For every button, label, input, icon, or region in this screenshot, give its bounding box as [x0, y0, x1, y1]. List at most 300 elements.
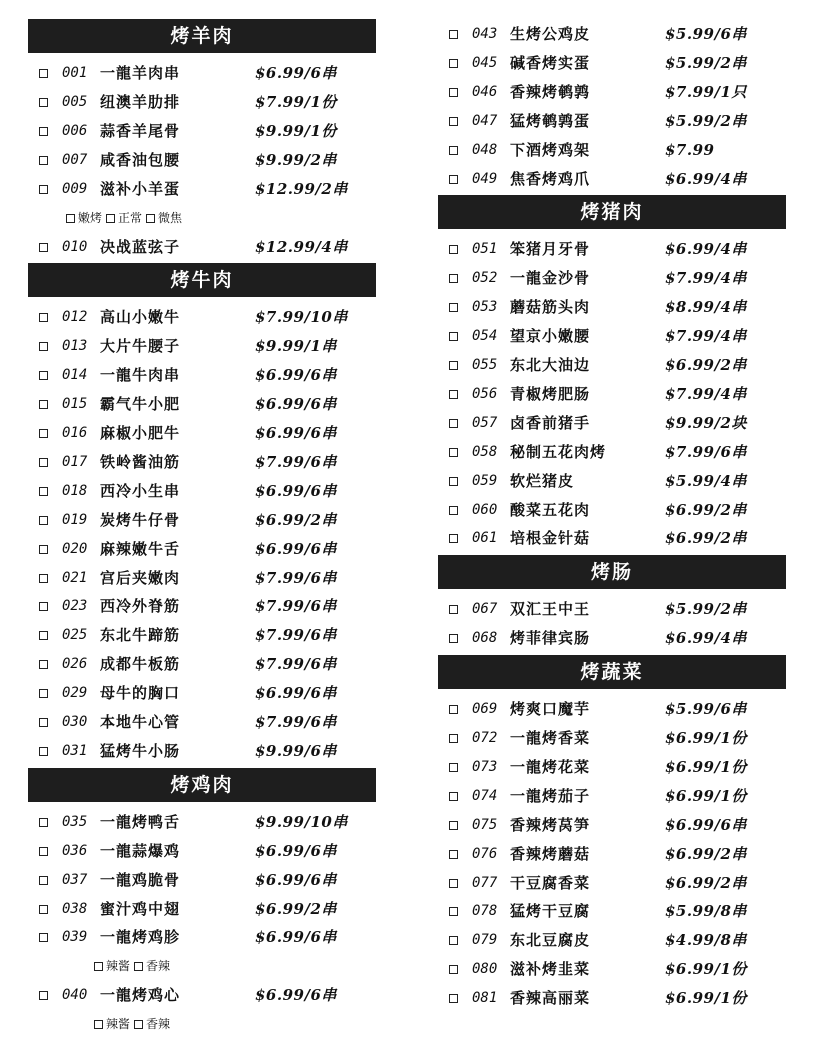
menu-item-row: [438, 380, 786, 409]
menu-item-row: [438, 264, 786, 293]
item-code: 052: [472, 270, 498, 287]
menu-item-row: [438, 782, 786, 811]
option-choice: [66, 206, 102, 230]
item-name: 一龍烤香菜: [510, 729, 591, 747]
item-code: 057: [472, 414, 498, 431]
item-checkbox[interactable]: [449, 303, 458, 312]
item-checkbox[interactable]: [449, 994, 458, 1003]
item-checkbox[interactable]: [39, 689, 48, 698]
menu-item-row: [438, 984, 786, 1013]
menu-item-row: [438, 926, 786, 955]
item-name: 软烂猪皮: [510, 471, 575, 490]
item-name: 一龍烤茄子: [510, 786, 591, 805]
item-checkbox[interactable]: [39, 487, 48, 496]
item-price: $5.99/2串: [665, 111, 747, 130]
item-name: 烤爽口魔芋: [510, 700, 591, 719]
menu-item-row: [438, 322, 786, 351]
item-code: 074: [472, 787, 498, 804]
item-checkbox[interactable]: [39, 847, 48, 856]
item-price: $5.99/4串: [665, 471, 747, 490]
menu-item-row: [438, 293, 786, 322]
item-name: 碱香烤实蛋: [510, 53, 591, 72]
item-name: 蒜香羊尾骨: [100, 121, 181, 140]
item-price: $7.99/1份: [255, 92, 337, 111]
section-header: 烤猪肉: [438, 195, 786, 229]
item-code: 013: [62, 338, 88, 355]
menu-item-row: [28, 303, 376, 332]
item-name: 下酒烤鸡架: [510, 140, 591, 159]
item-price: $5.99/6串: [665, 25, 747, 43]
item-checkbox[interactable]: [39, 818, 48, 827]
section-header: 烤鸡肉: [28, 768, 376, 802]
item-price: $6.99/6串: [255, 539, 337, 558]
item-checkbox[interactable]: [39, 156, 48, 165]
item-checkbox[interactable]: [39, 185, 48, 194]
item-price: $12.99/4串: [255, 237, 348, 256]
item-price: $12.99/2串: [255, 179, 348, 198]
menu-item-row: [28, 332, 376, 361]
item-price: $7.99/6串: [255, 568, 337, 587]
item-checkbox[interactable]: [39, 747, 48, 756]
item-price: $7.99/6串: [255, 452, 337, 471]
item-price: $7.99/1只: [665, 82, 747, 101]
item-checkbox[interactable]: [449, 634, 458, 643]
item-name: 霸气牛小肥: [100, 395, 181, 414]
item-price: $7.99/6串: [255, 713, 337, 731]
item-name: 纽澳羊肋排: [100, 92, 181, 111]
item-code: 005: [62, 93, 88, 110]
item-checkbox[interactable]: [449, 332, 458, 341]
menu-item-row: [28, 233, 376, 262]
item-checkbox[interactable]: [449, 534, 458, 543]
menu-item-row: [28, 419, 376, 448]
item-code: 076: [472, 845, 498, 862]
item-name: 香辣烤莴笋: [510, 815, 591, 834]
menu-item-row: [438, 595, 786, 624]
item-code: 081: [472, 990, 498, 1007]
menu-item-row: [28, 88, 376, 117]
menu-item-row: [28, 175, 376, 204]
item-price: $6.99/2串: [665, 356, 747, 374]
item-checkbox[interactable]: [449, 59, 458, 68]
menu-item-row: [438, 20, 786, 49]
item-code: 037: [62, 871, 88, 888]
menu-item-row: [438, 78, 786, 107]
item-code: 015: [62, 396, 88, 413]
item-code: 079: [472, 932, 498, 949]
item-name: 本地牛心管: [100, 713, 181, 731]
item-name: 麻椒小肥牛: [100, 424, 181, 442]
item-price: $5.99/8串: [665, 902, 747, 921]
item-price: $6.99/2串: [665, 500, 747, 519]
item-checkbox[interactable]: [39, 516, 48, 525]
item-code: 017: [62, 453, 88, 470]
item-code: 045: [472, 54, 498, 71]
item-name: 西冷外脊筋: [100, 597, 181, 616]
item-checkbox[interactable]: [39, 98, 48, 107]
option-checkbox[interactable]: [94, 1020, 103, 1029]
menu-item-row: [28, 650, 376, 679]
item-price: $6.99/6串: [255, 395, 337, 414]
item-checkbox[interactable]: [449, 965, 458, 974]
item-name: 西冷小生串: [100, 481, 181, 500]
item-code: 047: [472, 112, 498, 129]
item-name: 一龍烤鸡胗: [100, 928, 181, 947]
item-price: $6.99/4串: [665, 240, 747, 259]
menu-item-row: [438, 840, 786, 869]
item-price: $7.99/6串: [255, 655, 337, 674]
menu-item-row: [438, 624, 786, 653]
menu-item-row: [438, 869, 786, 898]
item-name: 卤香前猪手: [510, 413, 591, 432]
item-name: 一龍金沙骨: [510, 269, 591, 288]
item-checkbox[interactable]: [449, 175, 458, 184]
item-price: $6.99/2串: [665, 873, 747, 892]
item-price: $6.99/1份: [665, 960, 747, 979]
item-name: 猛烤干豆腐: [510, 902, 591, 921]
option-choice: [94, 1012, 130, 1036]
item-checkbox[interactable]: [449, 792, 458, 801]
item-price: $7.99/6串: [665, 442, 747, 461]
option-checkbox[interactable]: [106, 214, 115, 223]
item-price: $6.99/4串: [665, 169, 747, 188]
item-checkbox[interactable]: [449, 477, 458, 486]
item-checkbox[interactable]: [39, 545, 48, 554]
item-code: 010: [62, 238, 88, 255]
item-price: $5.99/6串: [665, 700, 747, 719]
menu-item-row: [438, 235, 786, 264]
menu-item-row: [438, 467, 786, 496]
item-code: 068: [472, 630, 498, 647]
item-name: 咸香油包腰: [100, 150, 181, 169]
item-checkbox[interactable]: [39, 400, 48, 409]
item-name: 生烤公鸡皮: [510, 25, 591, 43]
item-name: 双汇王中王: [510, 600, 591, 619]
item-checkbox[interactable]: [39, 876, 48, 885]
menu-item-row: [438, 107, 786, 136]
item-checkbox[interactable]: [449, 146, 458, 155]
item-code: 078: [472, 903, 498, 920]
item-price: $7.99/4串: [665, 327, 747, 346]
option-label: 辣酱: [106, 1017, 131, 1032]
item-name: 香辣烤鹌鹑: [510, 82, 591, 101]
item-price: $6.99/6串: [255, 366, 337, 385]
item-checkbox[interactable]: [449, 763, 458, 772]
menu-item-row: [28, 592, 376, 621]
item-name: 一龍烤鸡心: [100, 986, 181, 1005]
section-header: 烤肠: [438, 555, 786, 589]
item-name: 酸菜五花肉: [510, 500, 591, 519]
item-name: 干豆腐香菜: [510, 873, 591, 892]
item-code: 019: [62, 511, 88, 528]
menu-item-row: [438, 897, 786, 926]
item-name: 大片牛腰子: [100, 337, 181, 356]
item-code: 048: [472, 141, 498, 158]
item-code: 040: [62, 987, 88, 1004]
item-name: 滋补烤韭菜: [510, 960, 591, 979]
item-code: 077: [472, 874, 498, 891]
item-name: 青椒烤肥肠: [510, 384, 591, 403]
item-name: 香辣烤蘑菇: [510, 844, 591, 863]
item-price: $9.99/10串: [255, 812, 348, 831]
menu-item-row: [28, 737, 376, 766]
item-code: 036: [62, 842, 88, 859]
item-price: $6.99/6串: [255, 928, 337, 947]
menu-item-row: [438, 165, 786, 194]
item-name: 母牛的胸口: [100, 684, 181, 703]
item-price: $6.99/1份: [665, 989, 747, 1008]
item-code: 060: [472, 501, 498, 518]
option-choice: [94, 954, 130, 978]
item-checkbox[interactable]: [39, 602, 48, 611]
item-checkbox[interactable]: [39, 371, 48, 380]
item-checkbox[interactable]: [449, 705, 458, 714]
item-code: 049: [472, 170, 498, 187]
item-checkbox[interactable]: [449, 850, 458, 859]
menu-item-row: [438, 695, 786, 724]
item-checkbox[interactable]: [39, 429, 48, 438]
item-price: $5.99/2串: [665, 600, 747, 619]
option-checkbox[interactable]: [134, 962, 143, 971]
item-code: 007: [62, 151, 88, 168]
item-code: 056: [472, 385, 498, 402]
item-checkbox[interactable]: [449, 390, 458, 399]
menu-item-row: [28, 448, 376, 477]
menu-item-row: [28, 477, 376, 506]
item-price: $6.99/1份: [665, 786, 747, 805]
item-name: 烤菲律宾肠: [510, 629, 591, 648]
item-checkbox[interactable]: [449, 879, 458, 888]
item-checkbox[interactable]: [39, 574, 48, 583]
item-code: 026: [62, 656, 88, 673]
item-code: 001: [62, 65, 88, 81]
item-code: 069: [472, 701, 498, 718]
option-label: 香辣: [146, 959, 171, 974]
menu-item-row: [28, 390, 376, 419]
item-checkbox[interactable]: [449, 419, 458, 428]
item-options: [94, 954, 174, 978]
item-code: 016: [62, 425, 88, 441]
item-price: $6.99/6串: [255, 424, 337, 442]
option-label: 香辣: [146, 1017, 171, 1032]
option-label: 辣酱: [106, 959, 131, 974]
item-checkbox[interactable]: [449, 88, 458, 97]
item-checkbox[interactable]: [449, 274, 458, 283]
item-code: 058: [472, 443, 498, 460]
item-checkbox[interactable]: [449, 605, 458, 614]
item-price: $9.99/2块: [665, 413, 747, 432]
item-price: $4.99/8串: [665, 931, 747, 950]
item-code: 025: [62, 627, 88, 644]
menu-item-row: [438, 496, 786, 525]
item-name: 猛烤鹌鹑蛋: [510, 111, 591, 130]
item-name: 东北牛蹄筋: [100, 626, 181, 645]
item-name: 东北大油边: [510, 356, 591, 374]
item-price: $9.99/1份: [255, 121, 337, 140]
item-checkbox[interactable]: [449, 448, 458, 457]
item-checkbox[interactable]: [449, 245, 458, 254]
option-choice: [134, 1012, 170, 1036]
item-code: 054: [472, 328, 498, 345]
item-checkbox[interactable]: [449, 361, 458, 370]
menu-item-row: [438, 524, 786, 553]
item-name: 高山小嫩牛: [100, 308, 181, 327]
item-checkbox[interactable]: [449, 506, 458, 515]
item-code: 029: [62, 685, 88, 702]
item-name: 蘑菇筋头肉: [510, 298, 591, 317]
item-checkbox[interactable]: [39, 313, 48, 322]
item-name: 一龍蒜爆鸡: [100, 841, 181, 860]
item-code: 055: [472, 357, 498, 373]
item-name: 蜜汁鸡中翅: [100, 899, 181, 918]
item-code: 038: [62, 900, 88, 917]
menu-item-row: [28, 535, 376, 564]
item-checkbox[interactable]: [39, 905, 48, 914]
item-price: $6.99/6串: [255, 684, 337, 703]
option-label: 嫩烤: [78, 210, 103, 225]
item-price: $9.99/6串: [255, 741, 337, 760]
item-code: 061: [472, 530, 498, 547]
item-code: 080: [472, 961, 498, 978]
item-code: 043: [472, 26, 498, 42]
section-header: 烤羊肉: [28, 19, 376, 53]
item-name: 一龍鸡脆骨: [100, 870, 181, 889]
item-price: $6.99/6串: [665, 815, 747, 834]
item-code: 014: [62, 367, 88, 384]
menu-item-row: [28, 506, 376, 535]
item-price: $9.99/2串: [255, 150, 337, 169]
item-checkbox[interactable]: [39, 243, 48, 252]
item-price: $7.99/6串: [255, 597, 337, 616]
item-code: 031: [62, 742, 88, 759]
item-code: 039: [62, 929, 88, 946]
menu-item-row: [28, 564, 376, 593]
item-name: 东北豆腐皮: [510, 931, 591, 950]
menu-item-row: [438, 409, 786, 438]
item-checkbox[interactable]: [39, 991, 48, 1000]
item-name: 铁岭酱油筋: [100, 452, 181, 471]
option-choice: [106, 206, 142, 230]
option-checkbox[interactable]: [94, 962, 103, 971]
item-code: 051: [472, 241, 498, 258]
item-price: $6.99/2串: [255, 899, 337, 918]
item-price: $6.99/6串: [255, 64, 337, 82]
item-code: 021: [62, 569, 88, 586]
option-label: 微焦: [158, 210, 183, 225]
item-code: 072: [472, 730, 498, 746]
item-name: 成都牛板筋: [100, 655, 181, 674]
menu-item-row: [438, 438, 786, 467]
menu-item-row: [28, 361, 376, 390]
item-checkbox[interactable]: [449, 907, 458, 916]
option-choice: [146, 206, 182, 230]
item-name: 焦香烤鸡爪: [510, 169, 591, 188]
menu-item-row: [28, 117, 376, 146]
item-checkbox[interactable]: [449, 117, 458, 126]
item-code: 073: [472, 758, 498, 775]
item-checkbox[interactable]: [39, 933, 48, 942]
item-price: $6.99/2串: [665, 529, 747, 548]
menu-item-row: [28, 621, 376, 650]
item-checkbox[interactable]: [39, 458, 48, 467]
menu-item-row: [28, 679, 376, 708]
item-checkbox[interactable]: [39, 718, 48, 727]
item-checkbox[interactable]: [449, 821, 458, 830]
menu-item-row: [438, 955, 786, 984]
item-code: 020: [62, 540, 88, 557]
item-price: $7.99/10串: [255, 308, 348, 327]
item-code: 046: [472, 83, 498, 100]
item-name: 一龍烤鸭舌: [100, 812, 181, 831]
item-code: 035: [62, 813, 88, 830]
option-checkbox[interactable]: [66, 214, 75, 223]
item-name: 秘制五花肉烤: [510, 442, 607, 461]
item-price: $8.99/4串: [665, 298, 747, 317]
item-code: 075: [472, 816, 498, 833]
item-code: 030: [62, 714, 88, 730]
option-checkbox[interactable]: [146, 214, 155, 223]
item-name: 麻辣嫩牛舌: [100, 539, 181, 558]
item-name: 一龍牛肉串: [100, 366, 181, 385]
menu-item-row: [438, 724, 786, 753]
item-checkbox[interactable]: [39, 69, 48, 78]
item-code: 006: [62, 122, 88, 139]
item-price: $5.99/2串: [665, 53, 747, 72]
item-checkbox[interactable]: [39, 660, 48, 669]
item-checkbox[interactable]: [449, 936, 458, 945]
menu-item-row: [438, 49, 786, 78]
menu-item-row: [438, 136, 786, 165]
item-checkbox[interactable]: [449, 30, 458, 39]
item-name: 滋补小羊蛋: [100, 179, 181, 198]
menu-item-row: [28, 981, 376, 1010]
item-price: $7.99/4串: [665, 269, 747, 288]
item-code: 009: [62, 180, 88, 197]
item-checkbox[interactable]: [39, 631, 48, 640]
menu-item-row: [28, 59, 376, 88]
menu-item-row: [28, 146, 376, 175]
item-options: [94, 1012, 174, 1036]
item-price: $6.99/4串: [665, 629, 747, 648]
item-code: 053: [472, 299, 498, 316]
item-checkbox[interactable]: [39, 342, 48, 351]
item-options: [66, 206, 186, 230]
item-price: $6.99/6串: [255, 841, 337, 860]
option-checkbox[interactable]: [134, 1020, 143, 1029]
item-code: 023: [62, 598, 88, 615]
menu-item-row: [438, 811, 786, 840]
menu-item-row: [28, 923, 376, 952]
item-price: $6.99/6串: [255, 870, 337, 889]
option-label: 正常: [118, 210, 143, 225]
item-name: 笨猪月牙骨: [510, 240, 591, 259]
item-price: $9.99/1串: [255, 337, 337, 356]
item-checkbox[interactable]: [449, 734, 458, 743]
option-choice: [134, 954, 170, 978]
menu-item-row: [28, 708, 376, 737]
section-header: 烤蔬菜: [438, 655, 786, 689]
menu-item-row: [28, 837, 376, 866]
item-name: 炭烤牛仔骨: [100, 510, 181, 529]
item-name: 培根金针菇: [510, 529, 591, 548]
item-price: $6.99/2串: [255, 510, 337, 529]
item-checkbox[interactable]: [39, 127, 48, 136]
menu-item-row: [438, 351, 786, 380]
item-name: 望京小嫩腰: [510, 327, 591, 346]
item-name: 宫后夹嫩肉: [100, 568, 181, 587]
item-price: $6.99/2串: [665, 844, 747, 863]
item-price: $6.99/1份: [665, 729, 747, 747]
